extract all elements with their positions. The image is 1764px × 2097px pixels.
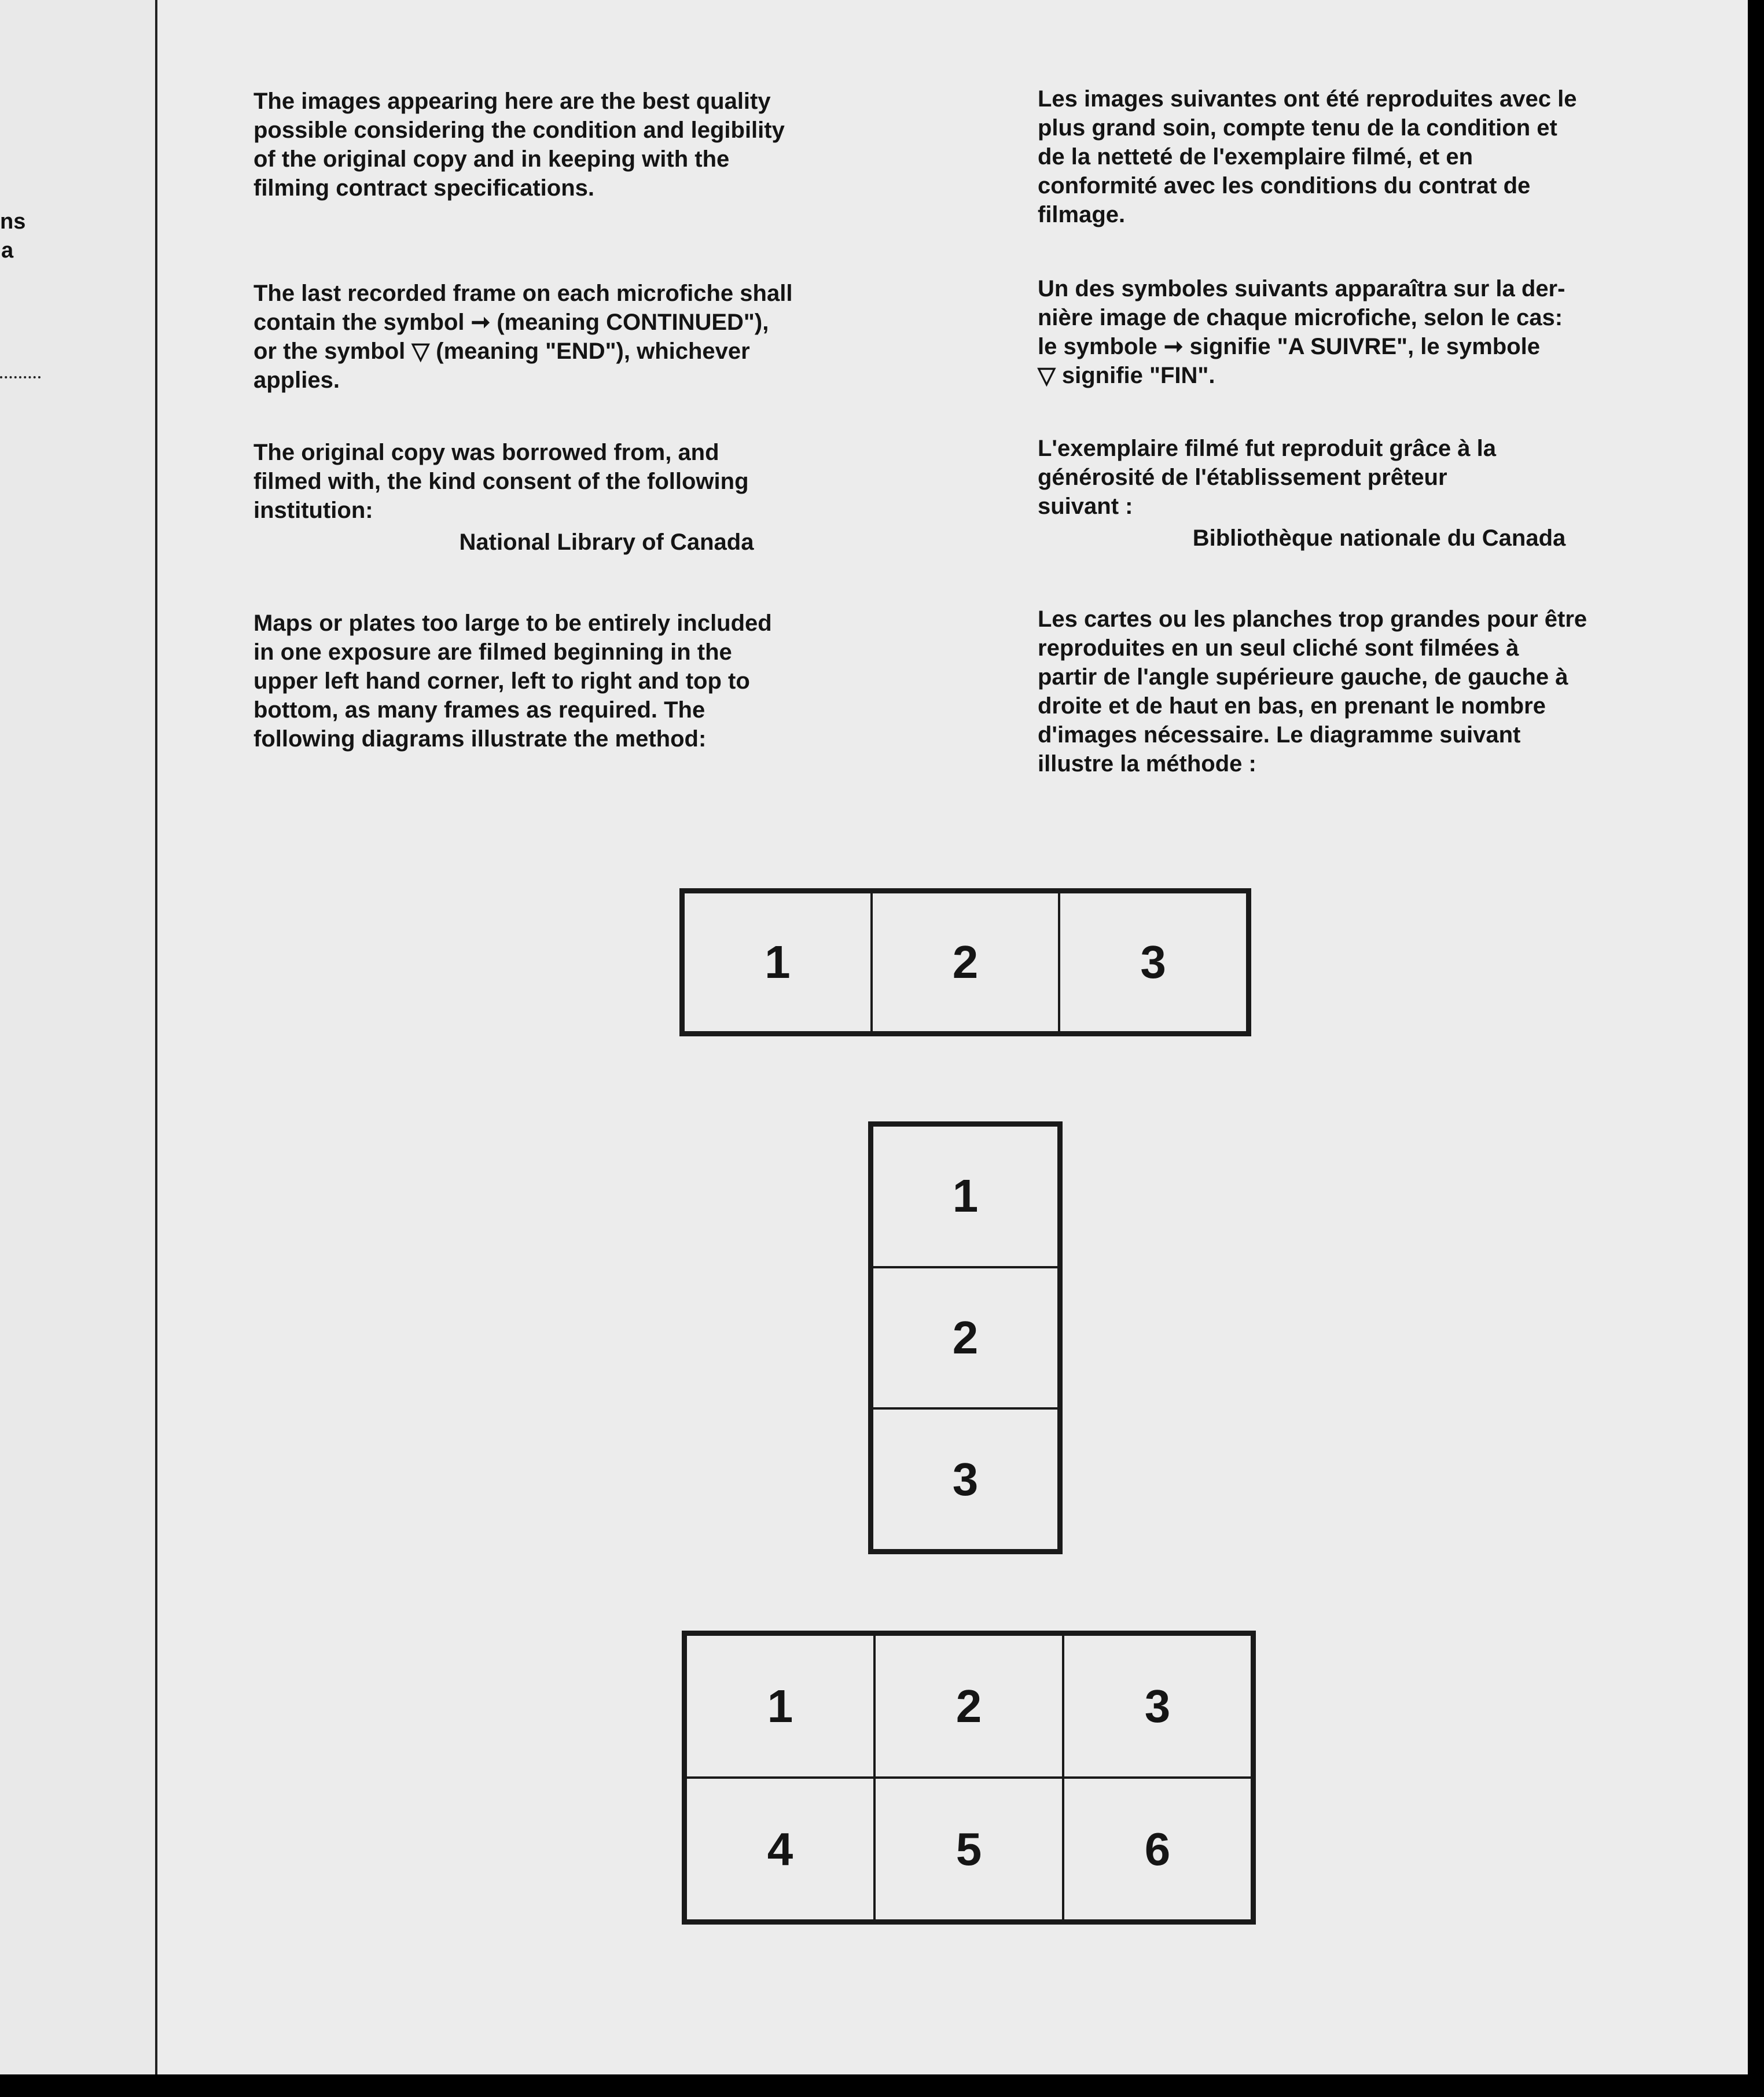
frame-cell: 1 [871, 1124, 1060, 1268]
frame-cell: 1 [685, 1634, 876, 1779]
frame-cell: 3 [1058, 891, 1248, 1033]
french-institution-wrap [1038, 524, 1721, 553]
frame-cell: 2 [873, 1634, 1064, 1779]
english-institution: National Library of Canada [459, 529, 754, 555]
frame-cell: 1 [682, 891, 873, 1033]
frame-cell: 6 [1062, 1776, 1253, 1922]
english-symbol-paragraph: The last recorded frame on each microfiche shall contain the symbol ➞ (meaning CONTINUED"), or the symbol ▽ (meaning "END"), whichever applies. [253, 281, 793, 393]
french-borrowed-paragraph: L'exemplaire filmé fut reproduit grâce à la générosité de l'établissement prêteur suivant : [1038, 436, 1496, 519]
french-borrowed-wrap [1038, 434, 1750, 521]
diagram-horizontal [679, 888, 1251, 1036]
english-maps-paragraph: Maps or plates too large to be entirely included in one exposure are filmed beginning in the upper left hand corner, left to right and top to bottom, as many frames as required. The following diagrams illustrate the method: [253, 610, 772, 752]
left-fragment-1: ns [0, 209, 26, 234]
english-borrowed-wrap [253, 438, 1006, 525]
english-maps-wrap [253, 609, 1017, 753]
english-column [253, 87, 1006, 203]
french-symbol-paragraph: Un des symboles suivants apparaîtra sur la der- nière image de chaque microfiche, selon le cas: le symbole ➞ signifie "A SUIVRE", le symbole ▽ signifie "FIN". [1038, 276, 1565, 388]
dotted-mark [0, 376, 41, 378]
french-symbol-wrap [1038, 274, 1750, 390]
french-column [1038, 84, 1750, 229]
scan-border-bottom [0, 2074, 1764, 2097]
english-quality-paragraph: The images appearing here are the best quality possible considering the condition and legibility of the original copy and in keeping with the filming contract specifications. [253, 89, 785, 201]
frame-cell: 2 [870, 891, 1061, 1033]
diagram-grid [682, 1631, 1256, 1925]
french-maps-paragraph: Les cartes ou les planches trop grandes pour être reproduites en un seul cliché sont filmées à partir de l'angle supérieure gauche, de gauche à droite et de haut en bas, en prenant le nombre d'images nécessaire. Le diagramme suivant illustre la méthode : [1038, 606, 1587, 777]
frame-cell: 2 [871, 1266, 1060, 1410]
adjacent-page-fragment [0, 0, 156, 2074]
diagram-vertical [868, 1121, 1063, 1554]
scan-border-right [1748, 0, 1764, 2074]
frame-cell: 3 [871, 1407, 1060, 1551]
frame-cell: 5 [873, 1776, 1064, 1922]
french-maps-wrap [1038, 605, 1750, 778]
english-institution-wrap [253, 528, 960, 557]
french-institution: Bibliothèque nationale du Canada [1192, 525, 1566, 551]
left-fragment-2: a [1, 238, 14, 263]
frame-cell: 4 [685, 1776, 876, 1922]
french-quality-paragraph: Les images suivantes ont été reproduites avec le plus grand soin, compte tenu de la condition et de la netteté de l'exemplaire filmé, et en conformité avec les conditions du contrat de filmage. [1038, 86, 1577, 227]
frame-cell: 3 [1062, 1634, 1253, 1779]
english-borrowed-paragraph: The original copy was borrowed from, and filmed with, the kind consent of the following institution: [253, 440, 749, 523]
english-symbol-paragraph-wrap [253, 279, 1006, 395]
